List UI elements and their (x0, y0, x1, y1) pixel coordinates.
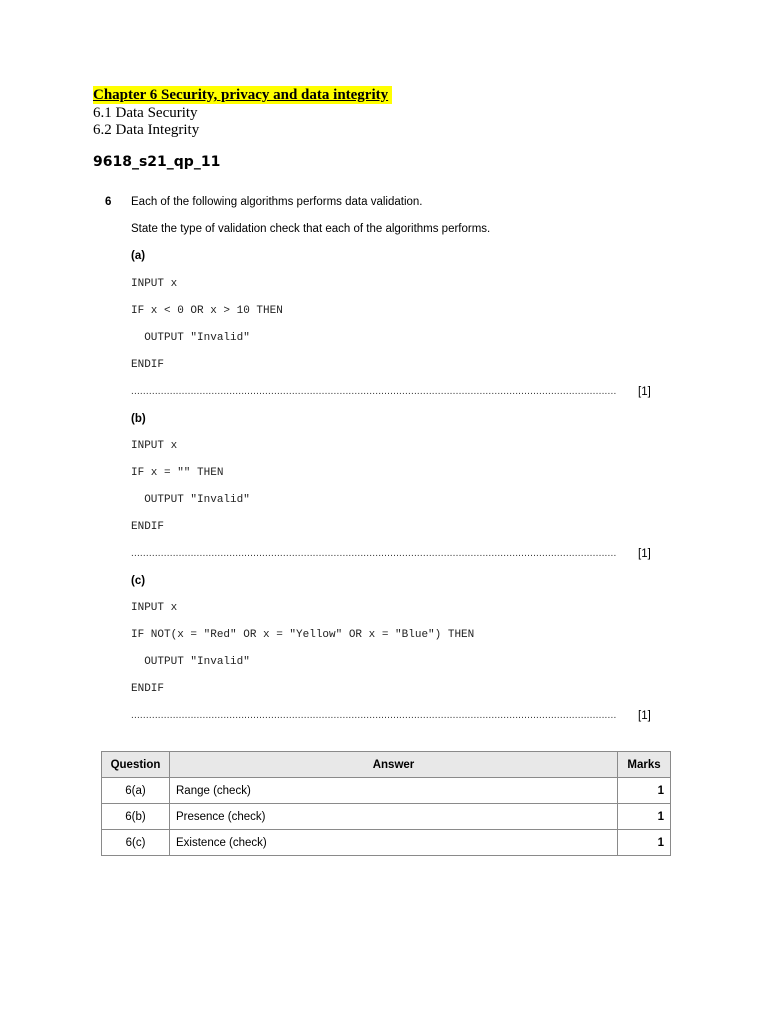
row-marks: 1 (618, 830, 671, 856)
row-marks: 1 (618, 778, 671, 804)
header-question: Question (102, 752, 170, 778)
code-line: OUTPUT "Invalid" (131, 656, 250, 668)
row-marks: 1 (618, 804, 671, 830)
part-a-marks: [1] (638, 386, 651, 398)
table-row (102, 778, 671, 804)
part-c-label: (c) (131, 575, 146, 587)
code-line: ENDIF (131, 683, 165, 695)
question-intro: Each of the following algorithms performs data validation. (131, 196, 423, 208)
code-line: INPUT x (131, 440, 178, 452)
header-answer: Answer (170, 752, 618, 778)
question-instruction: State the type of validation check that each of the algorithms performs. (131, 223, 491, 235)
header-marks: Marks (618, 752, 671, 778)
code-line: ENDIF (131, 521, 165, 533)
code-line: OUTPUT "Invalid" (131, 332, 250, 344)
table-row (102, 804, 671, 830)
code-line: OUTPUT "Invalid" (131, 494, 250, 506)
mark-scheme-table (101, 751, 671, 856)
answer-line-a[interactable]: ................................................................................................................................................................... (131, 386, 617, 397)
table-row (102, 830, 671, 856)
code-line: IF NOT(x = "Red" OR x = "Yellow" OR x = "Blue") THEN (131, 629, 475, 641)
code-line: IF x < 0 OR x > 10 THEN (131, 305, 283, 317)
section-data-integrity: 6.2 Data Integrity (93, 122, 200, 138)
part-b-marks: [1] (638, 548, 651, 560)
answer-line-c[interactable]: ................................................................................................................................................................... (131, 710, 617, 721)
row-question: 6(c) (102, 830, 170, 856)
paper-code: 9618_s21_qp_11 (93, 154, 221, 170)
part-a-label: (a) (131, 250, 146, 262)
code-line: INPUT x (131, 278, 178, 290)
row-answer: Existence (check) (170, 830, 618, 856)
section-data-security: 6.1 Data Security (93, 105, 198, 121)
code-line: INPUT x (131, 602, 178, 614)
part-c-marks: [1] (638, 710, 651, 722)
part-b-label: (b) (131, 413, 146, 425)
code-line: IF x = "" THEN (131, 467, 224, 479)
row-question: 6(a) (102, 778, 170, 804)
question-number: 6 (105, 196, 112, 208)
code-line: ENDIF (131, 359, 165, 371)
table-header-row (102, 752, 671, 778)
chapter-title: Chapter 6 Security, privacy and data integrity (93, 86, 392, 104)
row-answer: Presence (check) (170, 804, 618, 830)
row-question: 6(b) (102, 804, 170, 830)
row-answer: Range (check) (170, 778, 618, 804)
answer-line-b[interactable]: ................................................................................................................................................................... (131, 548, 617, 559)
